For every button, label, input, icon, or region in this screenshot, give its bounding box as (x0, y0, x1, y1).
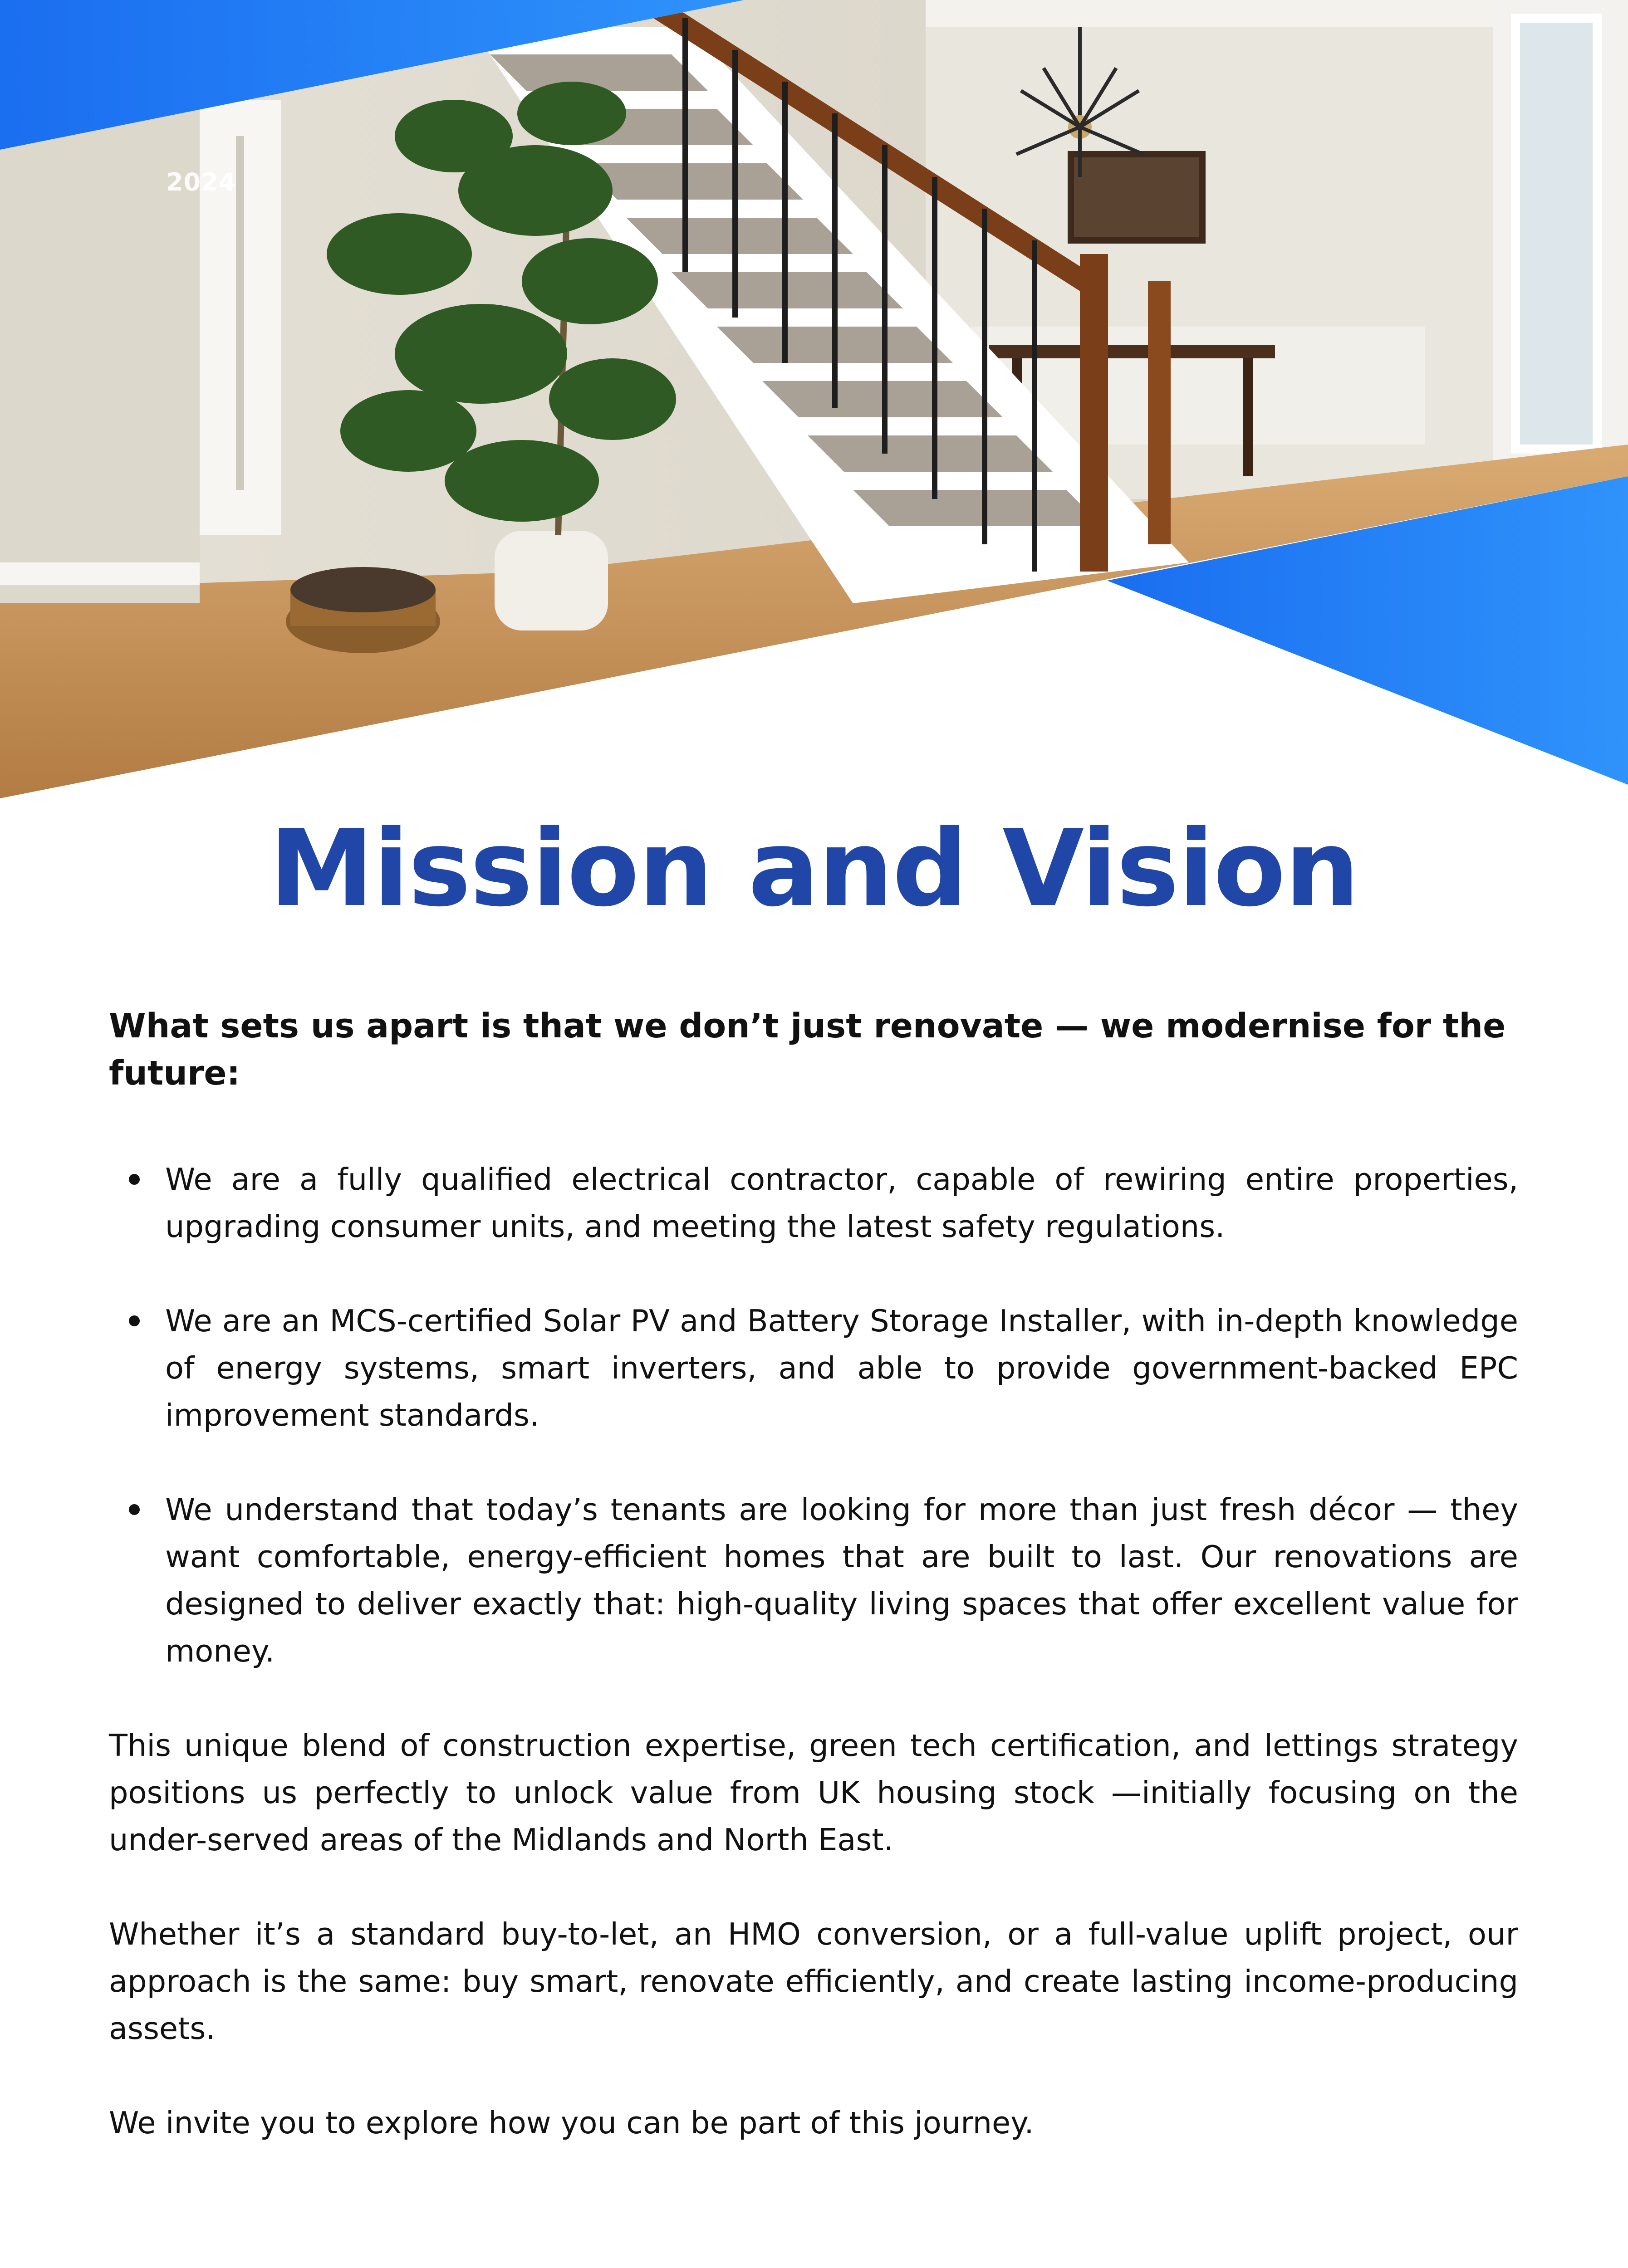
main-content (109, 1002, 1518, 2194)
page-title: Mission and Vision (269, 807, 1359, 930)
paragraph: Whether it’s a standard buy-to-let, an HMO conversion, or a full-value uplift project, our approach is the same: buy smart, renovate efficiently, and create lasting income-producing assets. (109, 1916, 1518, 2046)
bullet-dot-icon (129, 1174, 140, 1185)
bullet-item (109, 1486, 1518, 1675)
bullet-text: We understand that today’s tenants are looking for more than just fresh décor — they want comfortable, energy-efficient homes that are built to last. Our renovations are designed to deliver exactly that: high-quality living spaces that offer excellent value for money. (165, 1492, 1518, 1669)
paragraph: This unique blend of construction expertise, green tech certification, and lettings strategy positions us perfectly to unlock value from UK housing stock —initially focusing on the under-served areas of the Midlands and North East. (109, 1728, 1518, 1857)
lead-statement: What sets us apart is that we don’t just renovate — we modernise for the future: (109, 1007, 1506, 1093)
bullet-item (109, 1297, 1518, 1439)
bullet-item (109, 1156, 1518, 1250)
bullet-list (109, 1156, 1518, 1675)
bullet-dot-icon (129, 1315, 140, 1326)
bullet-text: We are a fully qualified electrical contractor, capable of rewiring entire properties, upgrading consumer units, and meeting the latest safety regulations. (165, 1162, 1518, 1244)
bullet-text: We are an MCS-certified Solar PV and Battery Storage Installer, with in-depth knowledge of energy systems, smart inverters, and able to provide government-backed EPC improvement standards. (165, 1303, 1518, 1433)
hero-banner (0, 0, 1628, 798)
bullet-dot-icon (129, 1504, 140, 1515)
paragraph: We invite you to explore how you can be part of this journey. (109, 2105, 1034, 2141)
year-label: 2024 (166, 168, 236, 196)
